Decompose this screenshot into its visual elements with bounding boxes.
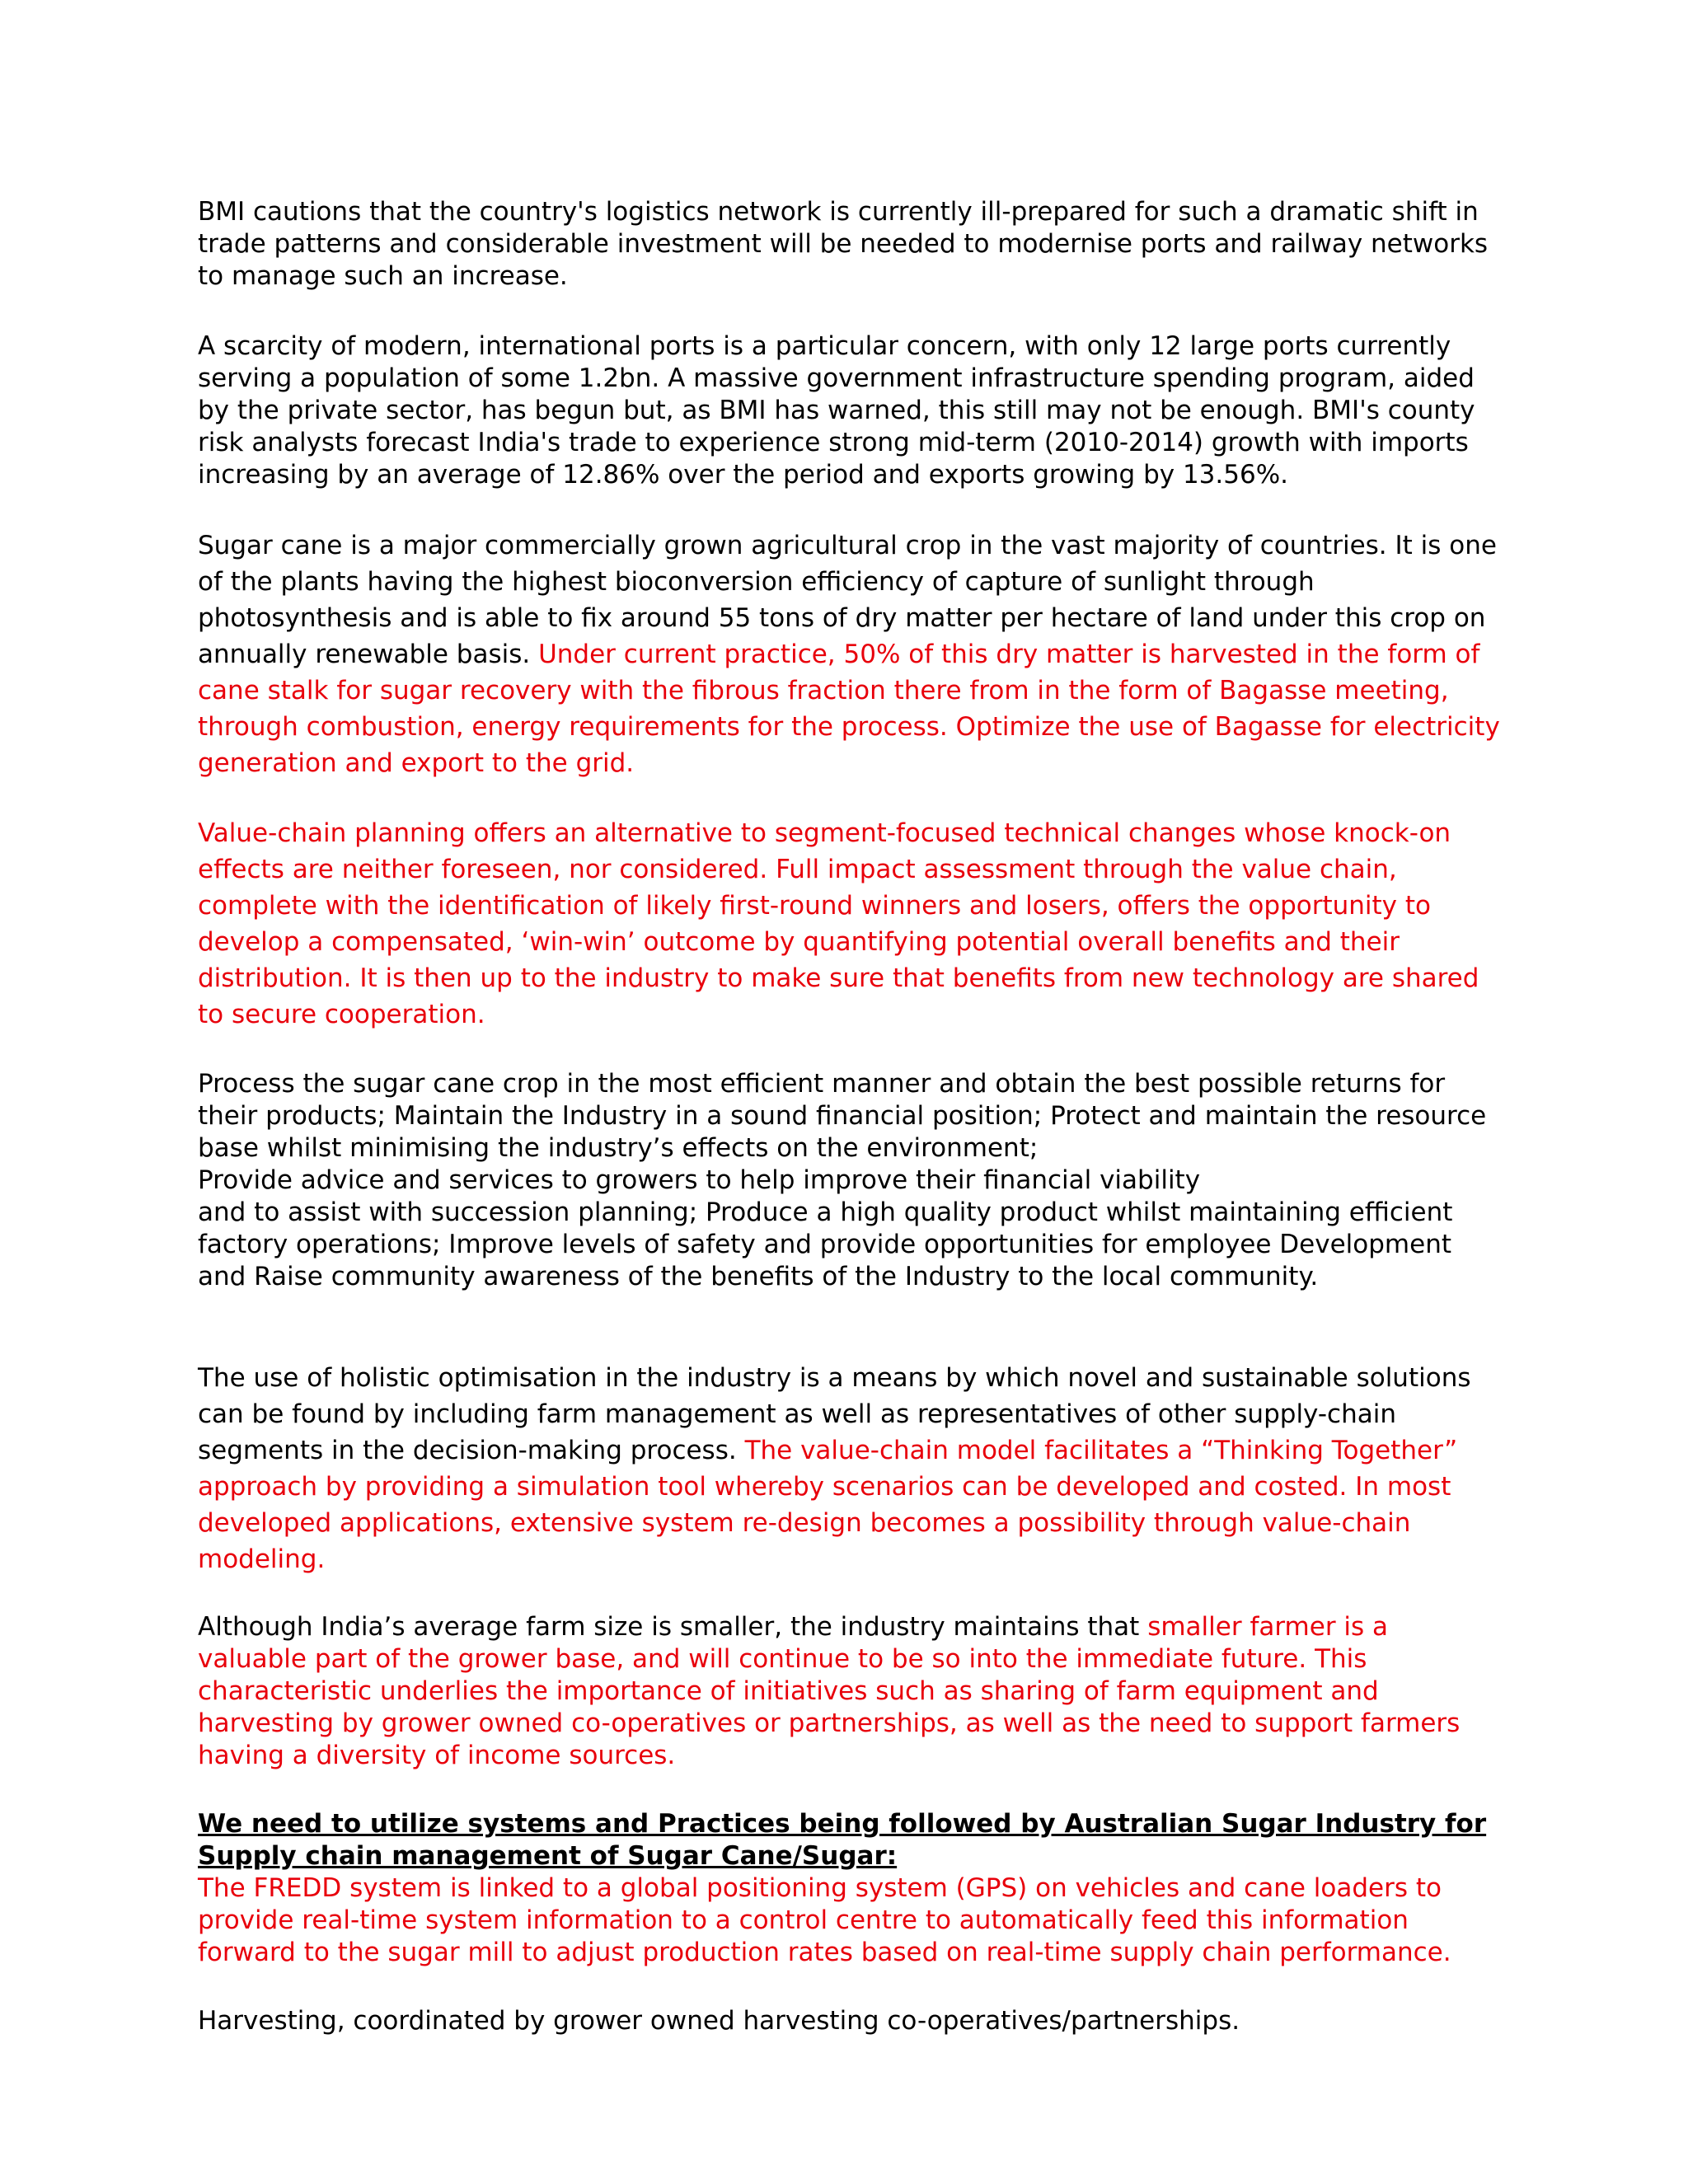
paragraph-text: A scarcity of modern, international ports is a particular concern, with only 12 large ports currently serving a population of some 1.2bn. A massive government infrastructure spending program, aided by the private sector, has begun but, as BMI has warned, this still may not be enough. BMI's county risk analysts forecast India's trade to experience strong mid-term (2010-2014) growth with imports increasing by an average of 12.86% over the period and exports growing by 13.56%.: [198, 331, 1475, 490]
paragraph-text: BMI cautions that the country's logistics network is currently ill-prepared for such a dramatic shift in trade patterns and considerable investment will be needed to modernise ports and railway networks to manage such an increase.: [198, 197, 1489, 291]
paragraph-ports: [198, 330, 1500, 491]
paragraph-logistics: [198, 196, 1500, 293]
document-body: [198, 196, 1500, 2037]
highlighted-text: Value-chain planning offers an alternative to segment-focused technical changes whose knock-on effects are neither foreseen, nor considered. Full impact assessment through the value chain, complete with the identification of likely first-round winners and losers, offers the opportunity to develop a compensated, ‘win-win’ outcome by quantifying potential overall benefits and their distribution. It is then up to the industry to make sure that benefits from new technology are shared to secure cooperation.: [198, 818, 1479, 1029]
highlighted-text: Under current practice, 50% of this dry matter is harvested in the form of cane stalk for sugar recovery with the fibrous fraction there from in the form of Bagasse meeting, through combustion, energy requirements for the process. Optimize the use of Bagasse for electricity generation and export to the grid.: [198, 640, 1500, 778]
paragraph-australian-practices: [198, 1808, 1500, 1969]
paragraph-sugar-cane: [198, 527, 1500, 781]
paragraph-line: and to assist with succession planning; Produce a high quality product whilst maintaining efficient factory operations; Improve levels of safety and provide opportunities for employee Development and Raise community awareness of the benefits of the Industry to the local community.: [198, 1197, 1453, 1291]
paragraph-objectives: [198, 1068, 1500, 1293]
highlighted-text: smaller farmer is a valuable part of the grower base, and will continue to be so into the immediate future. This characteristic underlies the importance of initiatives such as sharing of farm equipment and harvesting by grower owned co-operatives or partnerships, as well as the need to support farmers having a diversity of income sources.: [198, 1612, 1461, 1770]
paragraph-text: Although India’s average farm size is smaller, the industry maintains that: [198, 1612, 1148, 1642]
paragraph-text: The use of holistic optimisation in the industry is a means by which novel and sustainable solutions can be found by including farm management as well as representatives of other supply-chain segments in the decision-making process.: [198, 1363, 1471, 1465]
paragraph-text: Sugar cane is a major commercially grown agricultural crop in the vast majority of countries. It is one of the plants having the highest bioconversion efficiency of capture of sunlight through photosynthesis and is able to fix around 55 tons of dry matter per hectare of land under this crop on annually renewable basis.: [198, 531, 1497, 669]
paragraph-line: Provide advice and services to growers to help improve their financial viability: [198, 1165, 1201, 1195]
paragraph-text: Harvesting, coordinated by grower owned harvesting co-operatives/partnerships.: [198, 2006, 1240, 2036]
paragraph-line: Process the sugar cane crop in the most efficient manner and obtain the best possible returns for their products; Maintain the Industry in a sound financial position; Protect and maintain the resource base whilst minimising the industry’s effects on the environment;: [198, 1069, 1487, 1163]
highlighted-text: The FREDD system is linked to a global positioning system (GPS) on vehicles and cane loaders to provide real-time system information to a control centre to automatically feed this information forward to the sugar mill to adjust production rates based on real-time supply chain performance.: [198, 1873, 1451, 1967]
paragraph-harvesting: [198, 2005, 1500, 2037]
paragraph-value-chain-planning: [198, 815, 1500, 1033]
paragraph-farm-size: [198, 1611, 1500, 1772]
section-heading: We need to utilize systems and Practices being followed by Australian Sugar Industry for Supply chain management of Sugar Cane/Sugar:: [198, 1809, 1487, 1871]
paragraph-holistic-optimisation: [198, 1360, 1500, 1577]
highlighted-text: The value-chain model facilitates a “Thinking Together” approach by providing a simulation tool whereby scenarios can be developed and costed. In most developed applications, extensive system re-design becomes a possibility through value-chain modeling.: [198, 1436, 1458, 1574]
